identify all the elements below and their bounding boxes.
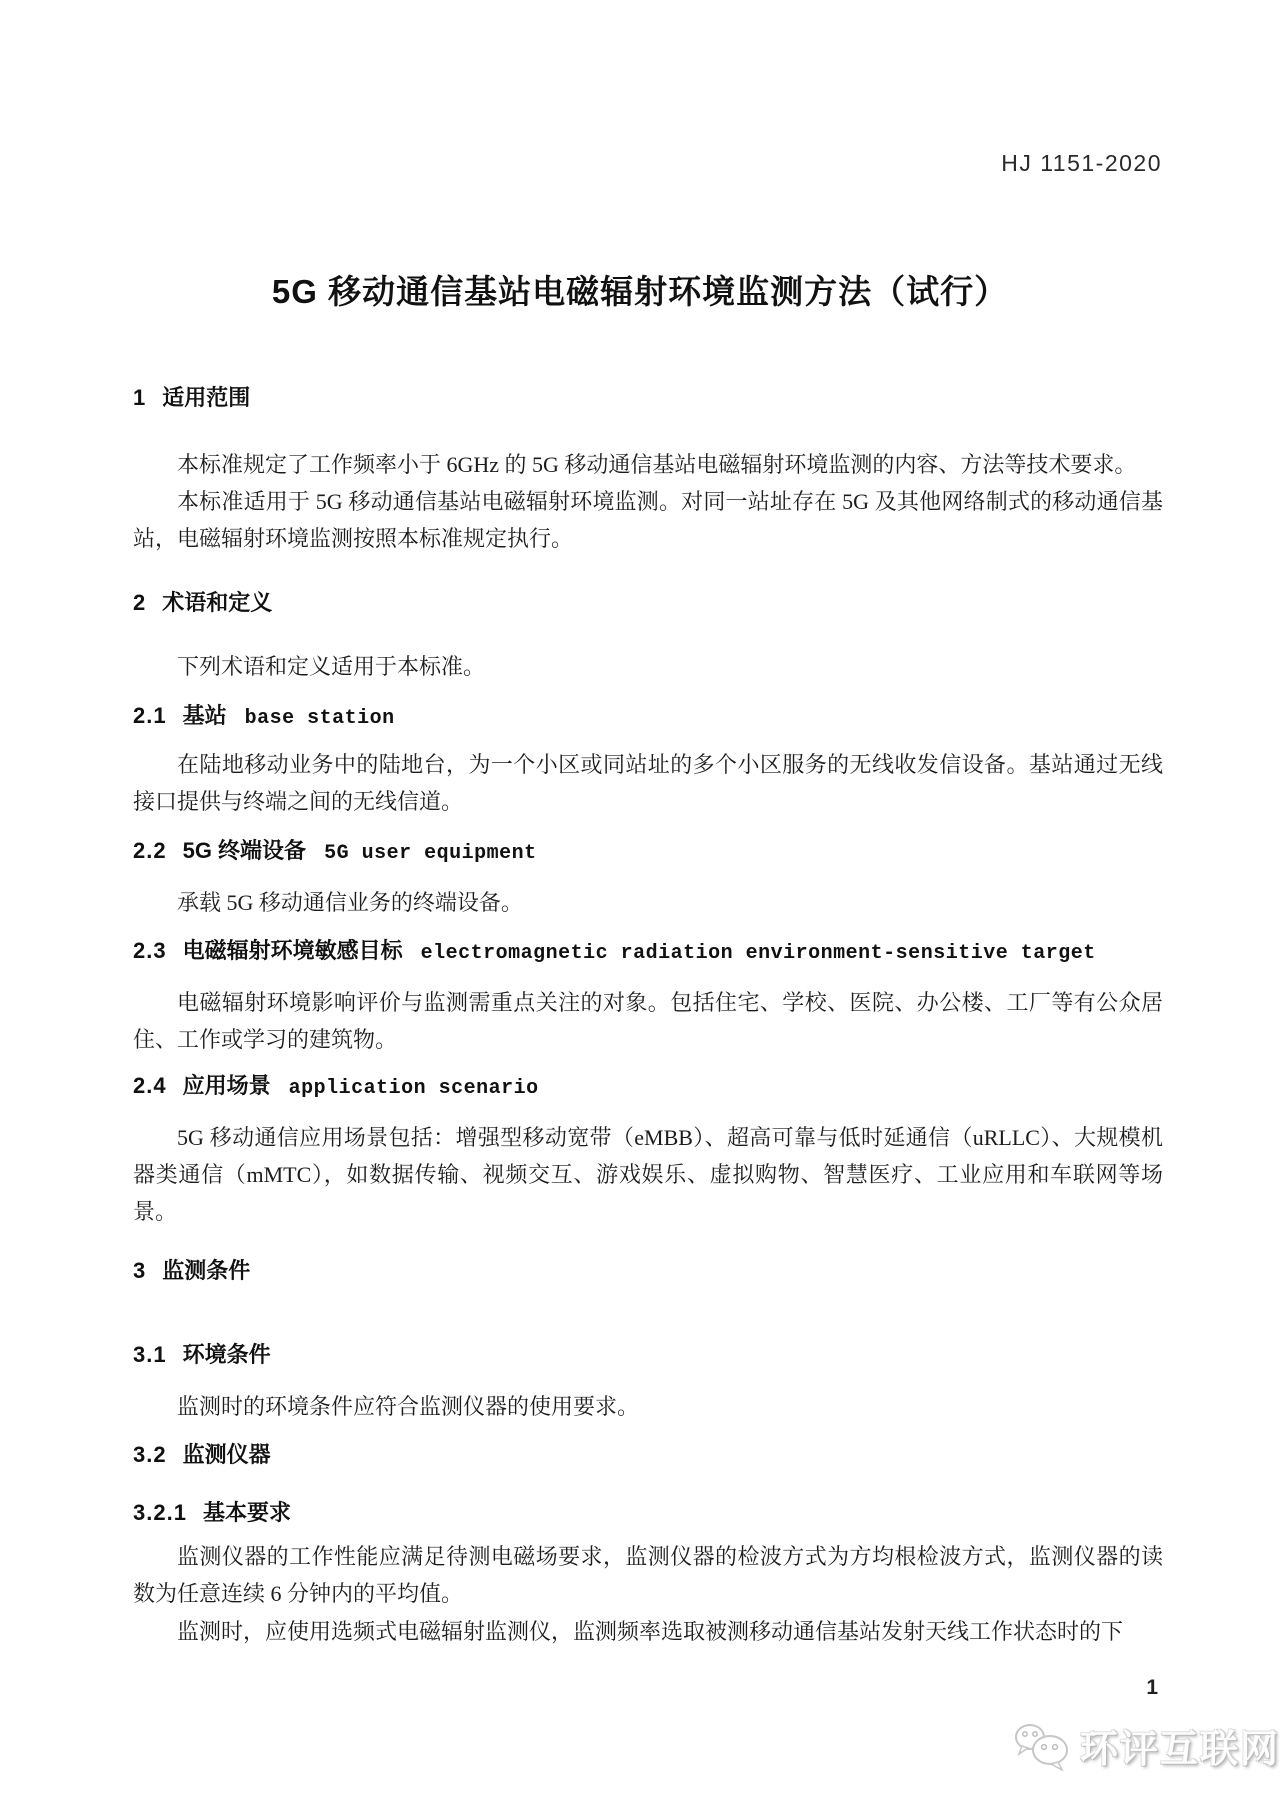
section-label-en: 5G user equipment (324, 842, 537, 865)
section-number: 2.4 (133, 1073, 167, 1098)
section-label-en: electromagnetic radiation environment-sensitive target (420, 942, 1096, 965)
section-label-en: application scenario (288, 1077, 539, 1100)
watermark-label: 环评互联网 (1080, 1729, 1280, 1771)
page-title: 5G 移动通信基站电磁辐射环境监测方法（试行） (271, 273, 1009, 310)
section-heading-3-1 (133, 1338, 1163, 1369)
paragraph-3-2-1a: 监测仪器的工作性能应满足待测电磁场要求，监测仪器的检波方式为方均根检波方式，监测仪器的读数为任意连续 6 分钟内的平均值。 (133, 1544, 1163, 1606)
section-number: 3 (133, 1258, 147, 1283)
section-number: 2.3 (133, 938, 167, 963)
section-heading-2-2 (133, 834, 1163, 865)
section-number: 2.1 (133, 703, 167, 728)
wechat-icon (1012, 1720, 1074, 1772)
section-label: 监测仪器 (182, 1442, 271, 1467)
section-label: 5G 终端设备 (182, 838, 307, 863)
section-heading-2-3 (133, 934, 1163, 965)
paragraph-2-1: 在陆地移动业务中的陆地台，为一个小区或同站址的多个小区服务的无线收发信设备。基站通过无线接口提供与终端之间的无线信道。 (133, 752, 1163, 814)
section-number: 3.2 (133, 1442, 167, 1467)
paragraph-scope-1: 本标准规定了工作频率小于 6GHz 的 5G 移动通信基站电磁辐射环境监测的内容、方法等技术要求。 (177, 452, 1137, 477)
section-label: 基本要求 (202, 1500, 291, 1525)
section-heading-1 (133, 381, 1163, 412)
section-number: 3.2.1 (133, 1500, 187, 1525)
section-label: 术语和定义 (162, 590, 273, 615)
section-number: 1 (133, 385, 147, 410)
section-label: 应用场景 (182, 1073, 271, 1098)
section-heading-3-2 (133, 1438, 1163, 1469)
paragraph-2-2: 承载 5G 移动通信业务的终端设备。 (177, 890, 523, 915)
doc-code: HJ 1151-2020 (1001, 150, 1162, 176)
section-number: 3.1 (133, 1342, 167, 1367)
section-label-en: base station (244, 707, 395, 730)
section-heading-2-4 (133, 1069, 1163, 1100)
section-number: 2.2 (133, 838, 167, 863)
watermark (1012, 1718, 1280, 1773)
paragraph-terms-intro: 下列术语和定义适用于本标准。 (177, 654, 486, 679)
paragraph-scope-2: 本标准适用于 5G 移动通信基站电磁辐射环境监测。对同一站址存在 5G 及其他网络制式的移动通信基站，电磁辐射环境监测按照本标准规定执行。 (133, 489, 1163, 551)
section-heading-2-1 (133, 699, 1163, 730)
section-heading-3 (133, 1254, 1163, 1285)
section-label: 监测条件 (162, 1258, 251, 1283)
section-label: 适用范围 (162, 385, 251, 410)
paragraph-2-3: 电磁辐射环境影响评价与监测需重点关注的对象。包括住宅、学校、医院、办公楼、工厂等有公众居住、工作或学习的建筑物。 (133, 990, 1163, 1052)
section-label: 电磁辐射环境敏感目标 (182, 938, 403, 963)
section-number: 2 (133, 590, 147, 615)
paragraph-2-4: 5G 移动通信应用场景包括：增强型移动宽带（eMBB）、超高可靠与低时延通信（uRLLC）、大规模机器类通信（mMTC），如数据传输、视频交互、游戏娱乐、虚拟购物、智慧医疗、工业应用和车联网等场景。 (133, 1125, 1163, 1224)
section-heading-2 (133, 586, 1163, 617)
section-label: 基站 (182, 703, 227, 728)
section-heading-3-2-1 (133, 1496, 1163, 1527)
page-number: 1 (1146, 1676, 1158, 1699)
paragraph-3-2-1b: 监测时，应使用选频式电磁辐射监测仪，监测频率选取被测移动通信基站发射天线工作状态时的下 (177, 1619, 1124, 1644)
paragraph-3-1: 监测时的环境条件应符合监测仪器的使用要求。 (177, 1394, 640, 1419)
section-label: 环境条件 (182, 1342, 271, 1367)
